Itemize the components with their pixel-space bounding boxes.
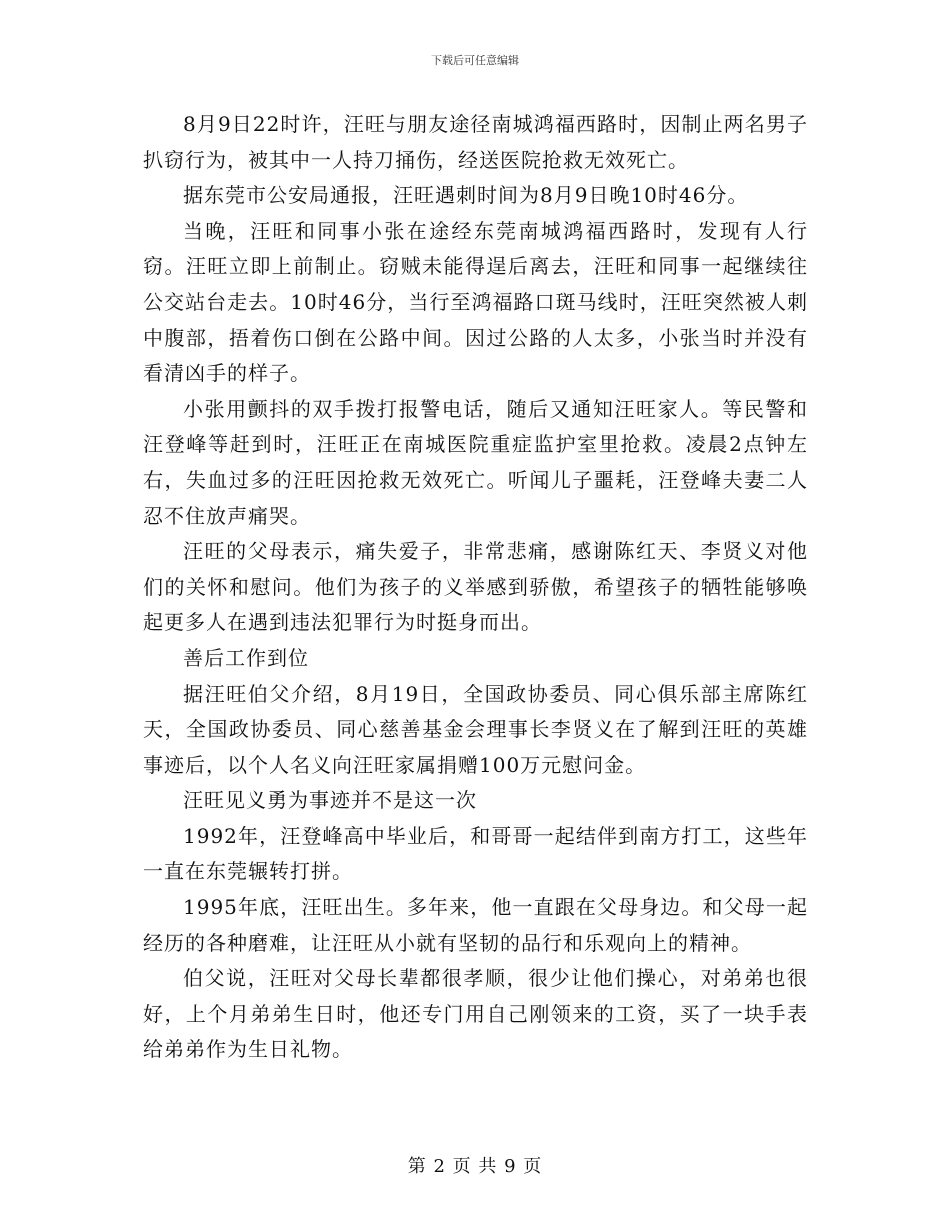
section-heading: 善后工作到位 [183,645,309,670]
paragraph: 8月9日22时许，汪旺与朋友途径南城鸿福西路时，因制止两名男子扒窃行为，被其中一人持刀捅伤，经送医院抢救无效死亡。 [143,112,808,172]
section-heading: 汪旺见义勇为事迹并不是这一次 [183,788,477,813]
paragraph: 1995年底，汪旺出生。多年来，他一直跟在父母身边。和父母一起经历的各种磨难，让汪旺从小就有坚韧的品行和乐观向上的精神。 [143,895,808,955]
document-body [143,107,808,1068]
paragraph: 1992年，汪登峰高中毕业后，和哥哥一起结伴到南方打工，这些年一直在东莞辗转打拼。 [143,823,808,884]
paragraph: 汪旺的父母表示，痛失爱子，非常悲痛，感谢陈红天、李贤义对他们的关怀和慰问。他们为孩子的义举感到骄傲，希望孩子的牺牲能够唤起更多人在遇到违法犯罪行为时挺身而出。 [143,539,808,635]
paragraph: 小张用颤抖的双手拨打报警电话，随后又通知汪旺家人。等民警和汪登峰等赶到时，汪旺正在南城医院重症监护室里抢救。凌晨2点钟左右，失血过多的汪旺因抢救无效死亡。听闻儿子噩耗，汪登峰夫妻二人忍不住放声痛哭。 [143,396,808,528]
paragraph: 据东莞市公安局通报，汪旺遇刺时间为8月9日晚10时46分。 [183,183,749,208]
paragraph: 当晚，汪旺和同事小张在途经东莞南城鸿福西路时，发现有人行窃。汪旺立即上前制止。窃贼未能得逞后离去，汪旺和同事一起继续往公交站台走去。10时46分，当行至鸿福路口斑马线时，汪旺突然被人刺中腹部，捂着伤口倒在公路中间。因过公路的人太多，小张当时并没有看清凶手的样子。 [143,218,808,386]
paragraph: 据汪旺伯父介绍，8月19日，全国政协委员、同心俱乐部主席陈红天，全国政协委员、同心慈善基金会理事长李贤义在了解到汪旺的英雄事迹后，以个人名义向汪旺家属捐赠100万元慰问金。 [143,681,808,777]
page-header-note: 下载后可任意编辑 [431,54,519,67]
paragraph: 伯父说，汪旺对父母长辈都很孝顺，很少让他们操心，对弟弟也很好，上个月弟弟生日时，他还专门用自己刚领来的工资，买了一块手表给弟弟作为生日礼物。 [143,966,808,1062]
page-number: 第 2 页 共 9 页 [407,1156,543,1177]
